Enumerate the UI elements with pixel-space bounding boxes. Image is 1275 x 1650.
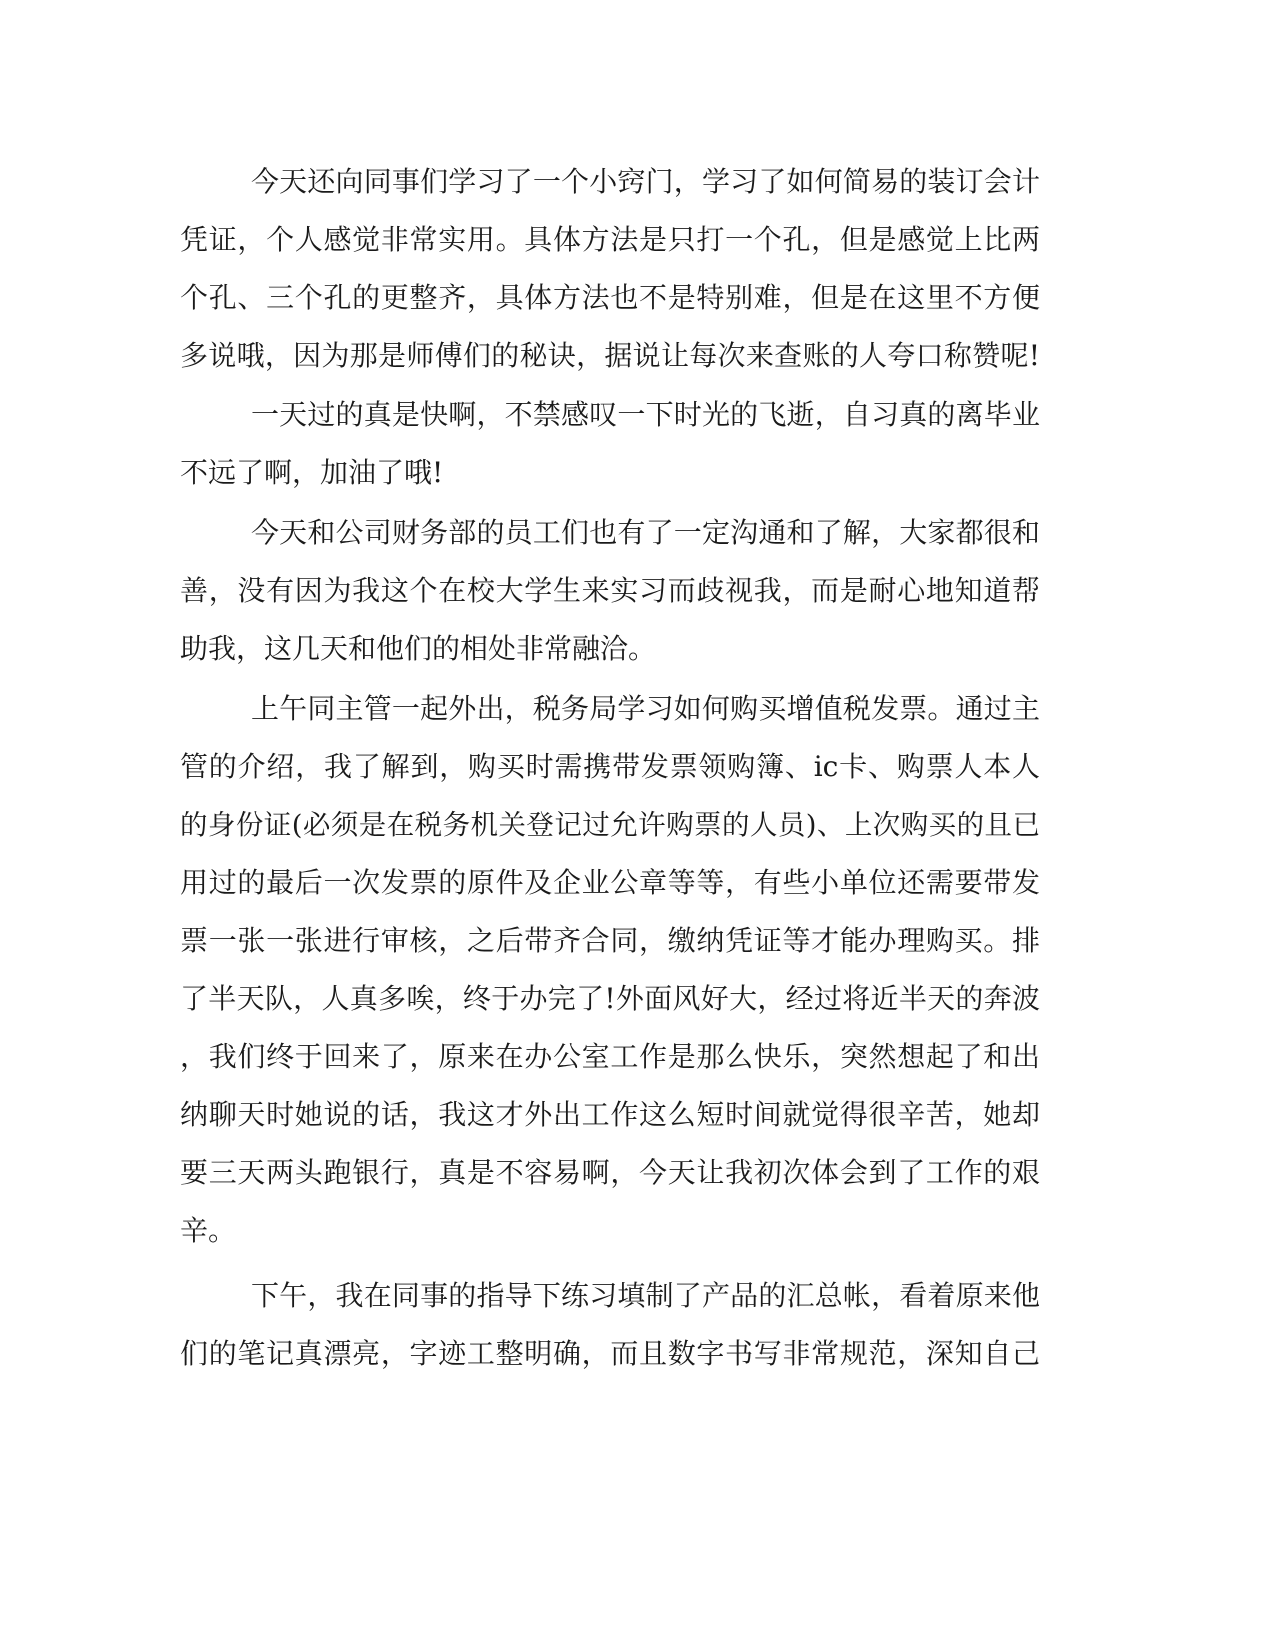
paragraph-4-line-8: 纳聊天时她说的话，我这才外出工作这么短时间就觉得很辛苦，她却 — [180, 1098, 1040, 1131]
paragraph-4-line-6: 了半天队，人真多唉，终于办完了!外面风好大，经过将近半天的奔波 — [180, 982, 1040, 1015]
paragraph-3-line-2: 善，没有因为我这个在校大学生来实习而歧视我，而是耐心地知道帮 — [180, 574, 1040, 607]
paragraph-3-line-1: 今天和公司财务部的员工们也有了一定沟通和了解，大家都很和 — [251, 516, 1040, 549]
paragraph-4-line-9: 要三天两头跑银行，真是不容易啊，今天让我初次体会到了工作的艰 — [180, 1156, 1040, 1189]
paragraph-4-line-1: 上午同主管一起外出，税务局学习如何购买增值税发票。通过主 — [251, 692, 1040, 725]
paragraph-4-line-2: 管的介绍，我了解到，购买时需携带发票领购簿、ic卡、购票人本人 — [180, 750, 1040, 783]
paragraph-3-line-3: 助我，这几天和他们的相处非常融洽。 — [180, 632, 657, 665]
paragraph-4-line-3: 的身份证(必须是在税务机关登记过允许购票的人员)、上次购买的且已 — [180, 809, 1040, 841]
paragraph-4-line-5: 票一张一张进行审核，之后带齐合同，缴纳凭证等才能办理购买。排 — [180, 924, 1040, 957]
paragraph-4-line-7: ，我们终于回来了，原来在办公室工作是那么快乐，突然想起了和出 — [180, 1040, 1040, 1073]
paragraph-1-line-4: 多说哦，因为那是师傅们的秘诀，据说让每次来查账的人夸口称赞呢! — [180, 339, 1040, 372]
paragraph-4-line-10: 辛。 — [180, 1214, 237, 1247]
paragraph-5-line-2: 们的笔记真漂亮，字迹工整明确，而且数字书写非常规范，深知自己 — [180, 1337, 1040, 1370]
paragraph-2-line-1: 一天过的真是快啊，不禁感叹一下时光的飞逝，自习真的离毕业 — [251, 398, 1040, 431]
paragraph-1-line-1: 今天还向同事们学习了一个小窍门，学习了如何简易的装订会计 — [251, 165, 1040, 198]
paragraph-1-line-2: 凭证，个人感觉非常实用。具体方法是只打一个孔，但是感觉上比两 — [180, 223, 1040, 256]
paragraph-5-line-1: 下午，我在同事的指导下练习填制了产品的汇总帐，看着原来他 — [251, 1279, 1040, 1312]
paragraph-4-line-4: 用过的最后一次发票的原件及企业公章等等，有些小单位还需要带发 — [180, 866, 1040, 899]
paragraph-2-line-2: 不远了啊，加油了哦! — [180, 456, 444, 489]
paragraph-1-line-3: 个孔、三个孔的更整齐，具体方法也不是特别难，但是在这里不方便 — [180, 281, 1040, 314]
